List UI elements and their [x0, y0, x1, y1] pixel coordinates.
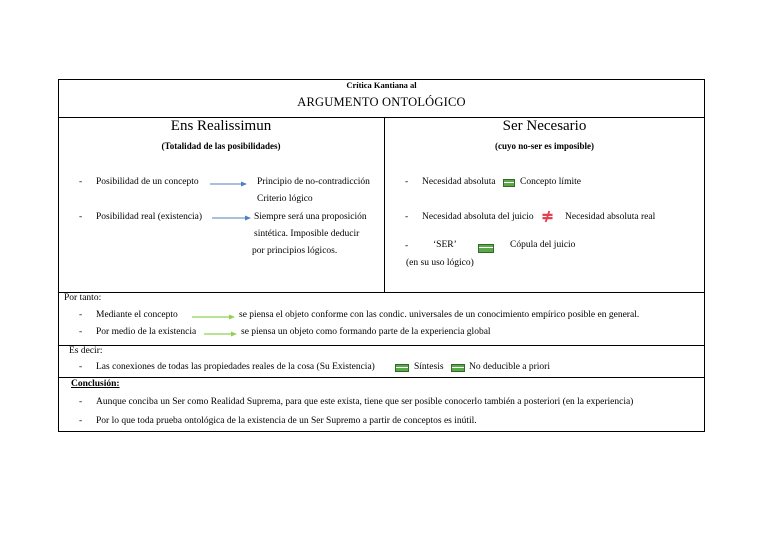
conclusion-item-1-bullet: - [79, 397, 83, 407]
portanto-item-1-text: se piensa el objeto conforme con las condic. universales de un conocimiento empírico posible en general. [239, 310, 640, 320]
esdecir-bullet: - [79, 362, 83, 372]
green-arrow-2 [204, 330, 238, 338]
right-subheading: (cuyo no-ser es imposible) [494, 141, 595, 151]
portanto-item-1-label: Mediante el concepto [96, 310, 178, 320]
right-item-2-right: Necesidad absoluta real [565, 212, 656, 222]
left-heading: Ens Realissimun [170, 118, 272, 134]
header-title: ARGUMENTO ONTOLÓGICO [297, 95, 466, 109]
right-item-3-bullet: - [405, 241, 409, 251]
equals-icon [451, 364, 465, 372]
portanto-item-2-text: se piensa un objeto como formando parte de la experiencia global [241, 327, 491, 337]
equals-icon [395, 364, 409, 372]
left-item-2-right-3: por principios lógicos. [252, 246, 338, 256]
esdecir-text-3: No deducible a priori [469, 362, 550, 372]
esdecir-text-2: Síntesis [414, 362, 444, 372]
portanto-item-2-label: Por medio de la existencia [96, 327, 197, 337]
not-equals-icon [542, 211, 553, 222]
right-item-3-label: ‘SER’ [433, 240, 457, 250]
left-item-2-label: Posibilidad real (existencia) [96, 212, 203, 222]
left-item-1-label: Posibilidad de un concepto [96, 177, 199, 187]
right-item-3-right: Cópula del juicio [510, 240, 576, 250]
row-divider-3 [58, 345, 705, 346]
right-item-2-label: Necesidad absoluta del juicio [422, 212, 534, 222]
left-subheading: (Totalidad de las posibilidades) [161, 141, 281, 151]
portanto-item-1-bullet: - [79, 310, 83, 320]
right-item-2-bullet: - [405, 212, 409, 222]
green-arrow-1 [192, 313, 236, 321]
right-item-1-right: Concepto límite [520, 177, 581, 187]
left-item-2-bullet: - [79, 212, 83, 222]
row-divider-4 [58, 377, 705, 378]
conclusion-item-2-text: Por lo que toda prueba ontológica de la existencia de un Ser Supremo a partir de conceptos es inútil. [96, 416, 477, 426]
left-item-2-right-2: sintética. Imposible deducir [254, 229, 360, 239]
left-item-2-right-1: Siempre será una proposición [254, 212, 367, 222]
row-divider-2 [58, 292, 705, 293]
esdecir-label: Es decir: [69, 346, 103, 356]
esdecir-text-1: Las conexiones de todas las propiedades reales de la cosa (Su Existencia) [96, 362, 375, 372]
right-item-3-note: (en su uso lógico) [406, 258, 474, 268]
conclusion-item-1-text: Aunque conciba un Ser como Realidad Suprema, para que este exista, tiene que ser posible conocerlo también a posteriori (en la experiencia) [96, 397, 634, 407]
right-item-1-label: Necesidad absoluta [422, 177, 496, 187]
left-item-1-right-1: Principio de no-contradicción [257, 177, 370, 187]
blue-arrow-1 [210, 180, 248, 188]
equals-icon [503, 179, 515, 187]
left-item-1-bullet: - [79, 177, 83, 187]
right-item-1-bullet: - [405, 177, 409, 187]
conclusion-label: Conclusión: [71, 379, 120, 389]
right-heading: Ser Necesario [502, 118, 587, 134]
portanto-item-2-bullet: - [79, 327, 83, 337]
left-item-1-right-2: Criterio lógico [257, 194, 313, 204]
blue-arrow-2 [212, 214, 252, 222]
equals-icon [478, 244, 494, 253]
portanto-label: Por tanto: [64, 293, 102, 303]
header-subtitle: Crítica Kantiana al [346, 80, 417, 90]
conclusion-item-2-bullet: - [79, 416, 83, 426]
